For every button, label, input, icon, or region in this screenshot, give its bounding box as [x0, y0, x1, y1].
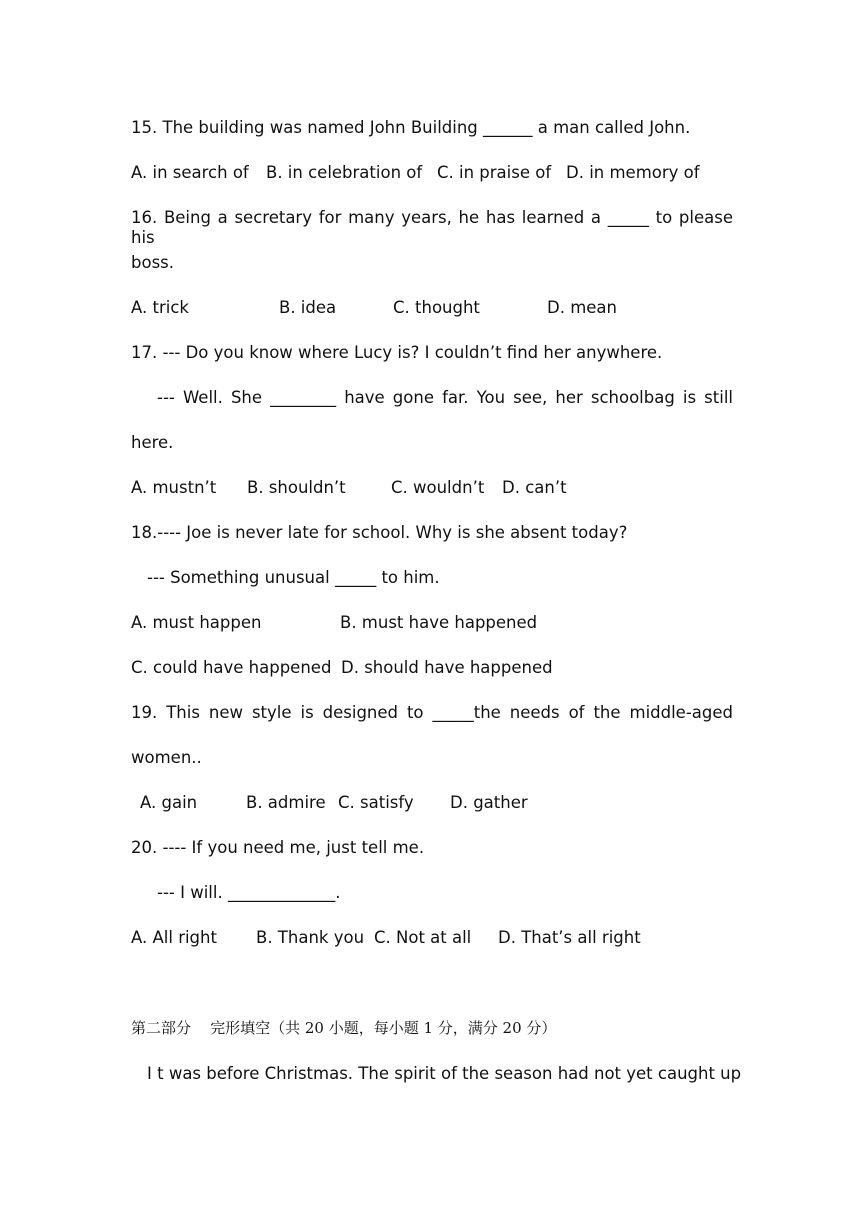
q16-option-d: D. mean	[547, 298, 617, 317]
q15-option-c: C. in praise of	[437, 163, 552, 182]
q15-option-d: D. in memory of	[566, 163, 700, 182]
q17-option-a: A. mustn’t	[131, 478, 217, 497]
q19-option-b: B. admire	[246, 793, 326, 812]
q18-reply: --- Something unusual _____ to him.	[147, 568, 440, 587]
q16-option-b: B. idea	[279, 298, 337, 317]
q15-option-a: A. in search of	[131, 163, 249, 182]
q18-option-c: C. could have happened	[131, 658, 332, 677]
q18-option-d: D. should have happened	[341, 658, 553, 677]
q17-option-c: C. wouldn’t	[391, 478, 485, 497]
q18-option-a: A. must happen	[131, 613, 262, 632]
q19-option-d: D. gather	[450, 793, 528, 812]
q16-stem-line2: boss.	[131, 253, 175, 272]
q18-option-b: B. must have happened	[340, 613, 538, 632]
q16-option-c: C. thought	[393, 298, 480, 317]
q17-option-b: B. shouldn’t	[247, 478, 346, 497]
section-heading: 第二部分 完形填空（共 20 小题，每小题 1 分，满分 20 分）	[131, 1019, 557, 1037]
passage-line: I t was before Christmas. The spirit of the season had not yet caught up	[147, 1064, 742, 1083]
q17-stem: 17. --- Do you know where Lucy is? I couldn’t find her anywhere.	[131, 343, 663, 362]
q20-option-b: B. Thank you	[256, 928, 365, 947]
q19-option-a: A. gain	[140, 793, 198, 812]
q20-option-c: C. Not at all	[374, 928, 472, 947]
q17-option-d: D. can’t	[502, 478, 567, 497]
q18-stem: 18.---- Joe is never late for school. Why is she absent today?	[131, 523, 628, 542]
q16-option-a: A. trick	[131, 298, 189, 317]
q20-option-d: D. That’s all right	[498, 928, 641, 947]
q15-option-b: B. in celebration of	[266, 163, 423, 182]
q16-stem-line1: 16. Being a secretary for many years, he has learned a _____ to please his	[131, 208, 733, 247]
q19-option-c: C. satisfy	[338, 793, 414, 812]
q15-stem: 15. The building was named John Building ______ a man called John.	[131, 118, 691, 137]
q20-reply: --- I will. _____________.	[157, 883, 341, 902]
q20-stem: 20. ---- If you need me, just tell me.	[131, 838, 425, 857]
q17-reply-line1: --- Well. She ________ have gone far. You see, her schoolbag is still	[157, 388, 733, 407]
q20-option-a: A. All right	[131, 928, 217, 947]
q19-stem-line1: 19. This new style is designed to _____the needs of the middle-aged	[131, 703, 733, 722]
q17-reply-line2: here.	[131, 433, 174, 452]
q19-stem-line2: women..	[131, 748, 202, 767]
